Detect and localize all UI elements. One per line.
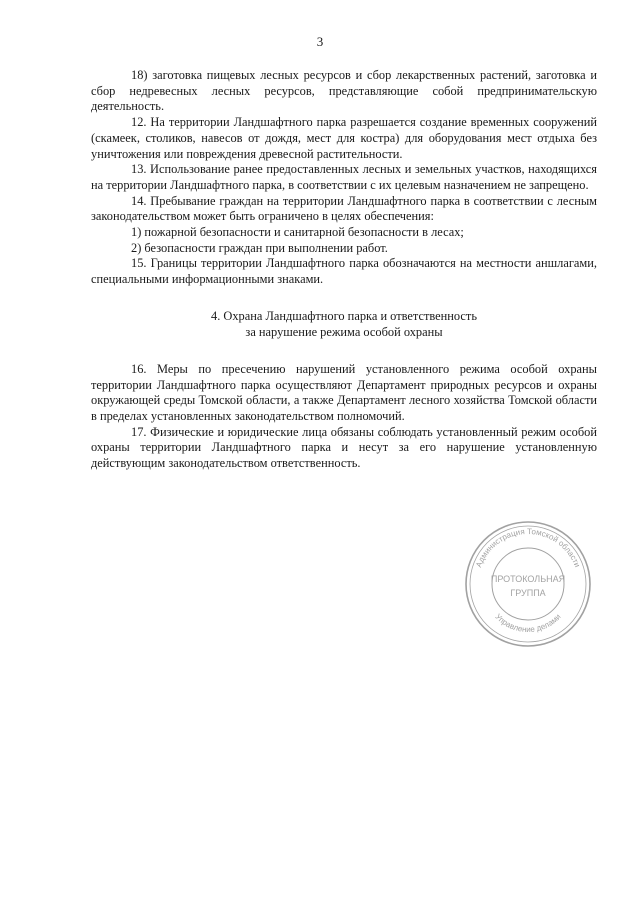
stamp-inner-line-1: ПРОТОКОЛЬНАЯ (490, 574, 566, 584)
stamp-inner-line-2: ГРУППА (510, 588, 546, 598)
list-item-1: 1) пожарной безопасности и санитарной безопасности в лесах; (131, 225, 464, 240)
list-item-2: 2) безопасности граждан при выполнении работ. (131, 240, 388, 255)
official-stamp (462, 518, 594, 650)
paragraph-13: 13. Использование ранее предоставленных лесных и земельных участков, находящихся на территории Ландшафтного парка, в соответствии с их целевым назначением не запрещено. (91, 162, 597, 192)
document-body (91, 68, 597, 472)
stamp-outer-bottom-text: Управление делами (493, 612, 563, 635)
section-heading-line-1: 4. Охрана Ландшафтного парка и ответственность (211, 308, 477, 323)
page-number: 3 (316, 34, 324, 49)
paragraph-14: 14. Пребывание граждан на территории Ландшафтного парка в соответствии с лесным законодательством может быть ограничено в целях обеспечения: (91, 193, 597, 224)
paragraph-17: 17. Физические и юридические лица обязаны соблюдать установленный режим особой охраны территории Ландшафтного парка и несут за его нарушение установленную действующим законодательством ответственность. (91, 424, 597, 471)
section-heading (91, 308, 597, 340)
stamp-outer-top-text: Администрация Томской области (474, 526, 582, 569)
paragraph-18: 18) заготовка пищевых лесных ресурсов и сбор лекарственных растений, заготовка и сбор недревесных лесных ресурсов, представляющие собой предпринимательскую деятельность. (91, 68, 597, 114)
paragraph-15: 15. Границы территории Ландшафтного парка обозначаются на местности аншлагами, специальными информационными знаками. (91, 256, 597, 287)
section-heading-line-2: за нарушение режима особой охраны (245, 324, 443, 339)
paragraph-12: 12. На территории Ландшафтного парка разрешается создание временных сооружений (скамеек, столиков, навесов от дождя, мест для костра) для оборудования мест отдыха без уничтожения или повреждения древесной растительности. (91, 115, 597, 161)
paragraph-16: 16. Меры по пресечению нарушений установленного режима особой охраны территории Ландшафтного парка осуществляют Департамент природных ресурсов и охраны окружающей среды Томской области, а также Департамент лесного хозяйства Томской области в пределах установленных законодательством полномочий. (91, 361, 597, 423)
